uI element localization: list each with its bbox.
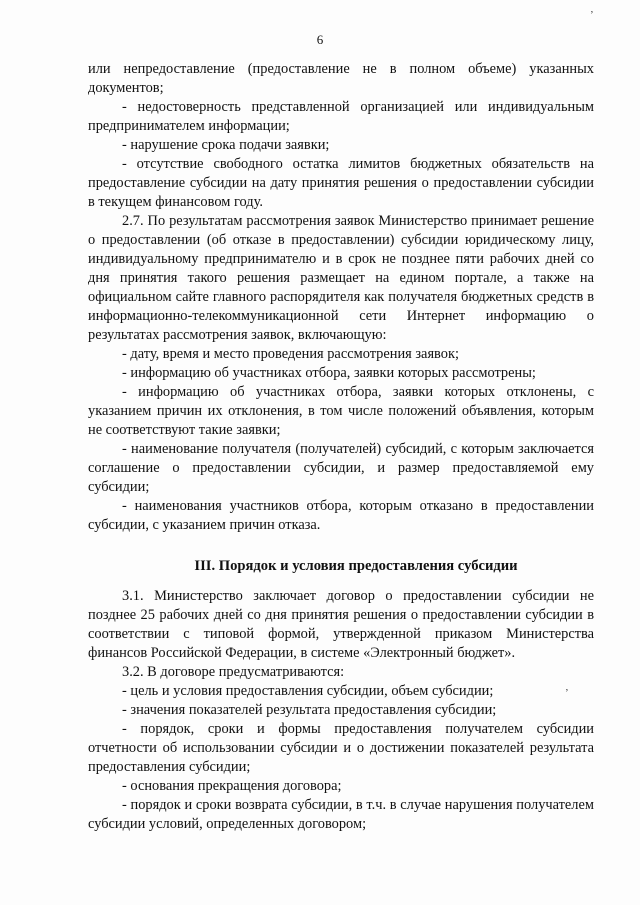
corner-mark: ʼ [590,9,594,21]
paragraph: - порядок и сроки возврата субсидии, в т.ч. в случае нарушения получателем субсидии условий, определенных договором; [88,797,594,832]
paragraph: - информацию об участниках отбора, заявки которых рассмотрены; [122,365,536,381]
paragraph: - цель и условия предоставления субсидии, объем субсидии; [122,683,494,699]
section-ii-tail [88,60,594,535]
section-heading: III. Порядок и условия предоставления субсидии [194,558,518,574]
page-number: 6 [316,32,324,47]
paragraph: - дату, время и место проведения рассмотрения заявок; [122,346,459,362]
paragraph: - недостоверность представленной организацией или индивидуальным предпринимателем информации; [88,99,594,134]
paragraph: 3.1. Министерство заключает договор о предоставлении субсидии не позднее 25 рабочих дней со дня принятия решения о предоставлении субсидии в соответствии с типовой формой, утвержденной приказом Министерства финансов Российской Федерации, в системе «Электронный бюджет». [88,588,594,661]
paragraph: - нарушение срока подачи заявки; [122,137,330,153]
pen-mark: ʼ [565,687,569,699]
paragraph: - наименования участников отбора, которым отказано в предоставлении субсидии, с указанием причин отказа. [88,498,594,533]
paragraph: - значения показателей результата предоставления субсидии; [122,702,497,718]
paragraph: 2.7. По результатам рассмотрения заявок Министерство принимает решение о предоставлении (об отказе в предоставлении) субсидии юридическому лицу, индивидуальному предпринимателю и в срок не позднее пяти рабочих дней со дня принятия такого решения размещает на едином портале, а также на официальном сайте главного распорядителя как получателя бюджетных средств в информационно-телекоммуникационной сети Интернет информацию о результатах рассмотрения заявок, включающую: [88,213,594,343]
paragraph: 3.2. В договоре предусматриваются: [122,664,345,680]
paragraph: - основания прекращения договора; [122,778,342,794]
section-iii-body [88,587,594,834]
document-body [88,60,594,834]
paragraph: - отсутствие свободного остатка лимитов бюджетных обязательств на предоставление субсидии на дату принятия решения о предоставлении субсидии в текущем финансовом году. [88,156,594,210]
paragraph: - порядок, сроки и формы предоставления получателем субсидии отчетности об использовании субсидии и о достижении показателей результата предоставления субсидии; [88,721,594,775]
paragraph: - информацию об участниках отбора, заявки которых отклонены, с указанием причин их отклонения, в том числе положений объявления, которым не соответствуют такие заявки; [88,384,594,438]
paragraph: или непредоставление (предоставление не в полном объеме) указанных документов; [88,61,594,96]
paragraph: - наименование получателя (получателей) субсидий, с которым заключается соглашение о предоставлении субсидии, и размер предоставляемой ему субсидии; [88,441,594,495]
